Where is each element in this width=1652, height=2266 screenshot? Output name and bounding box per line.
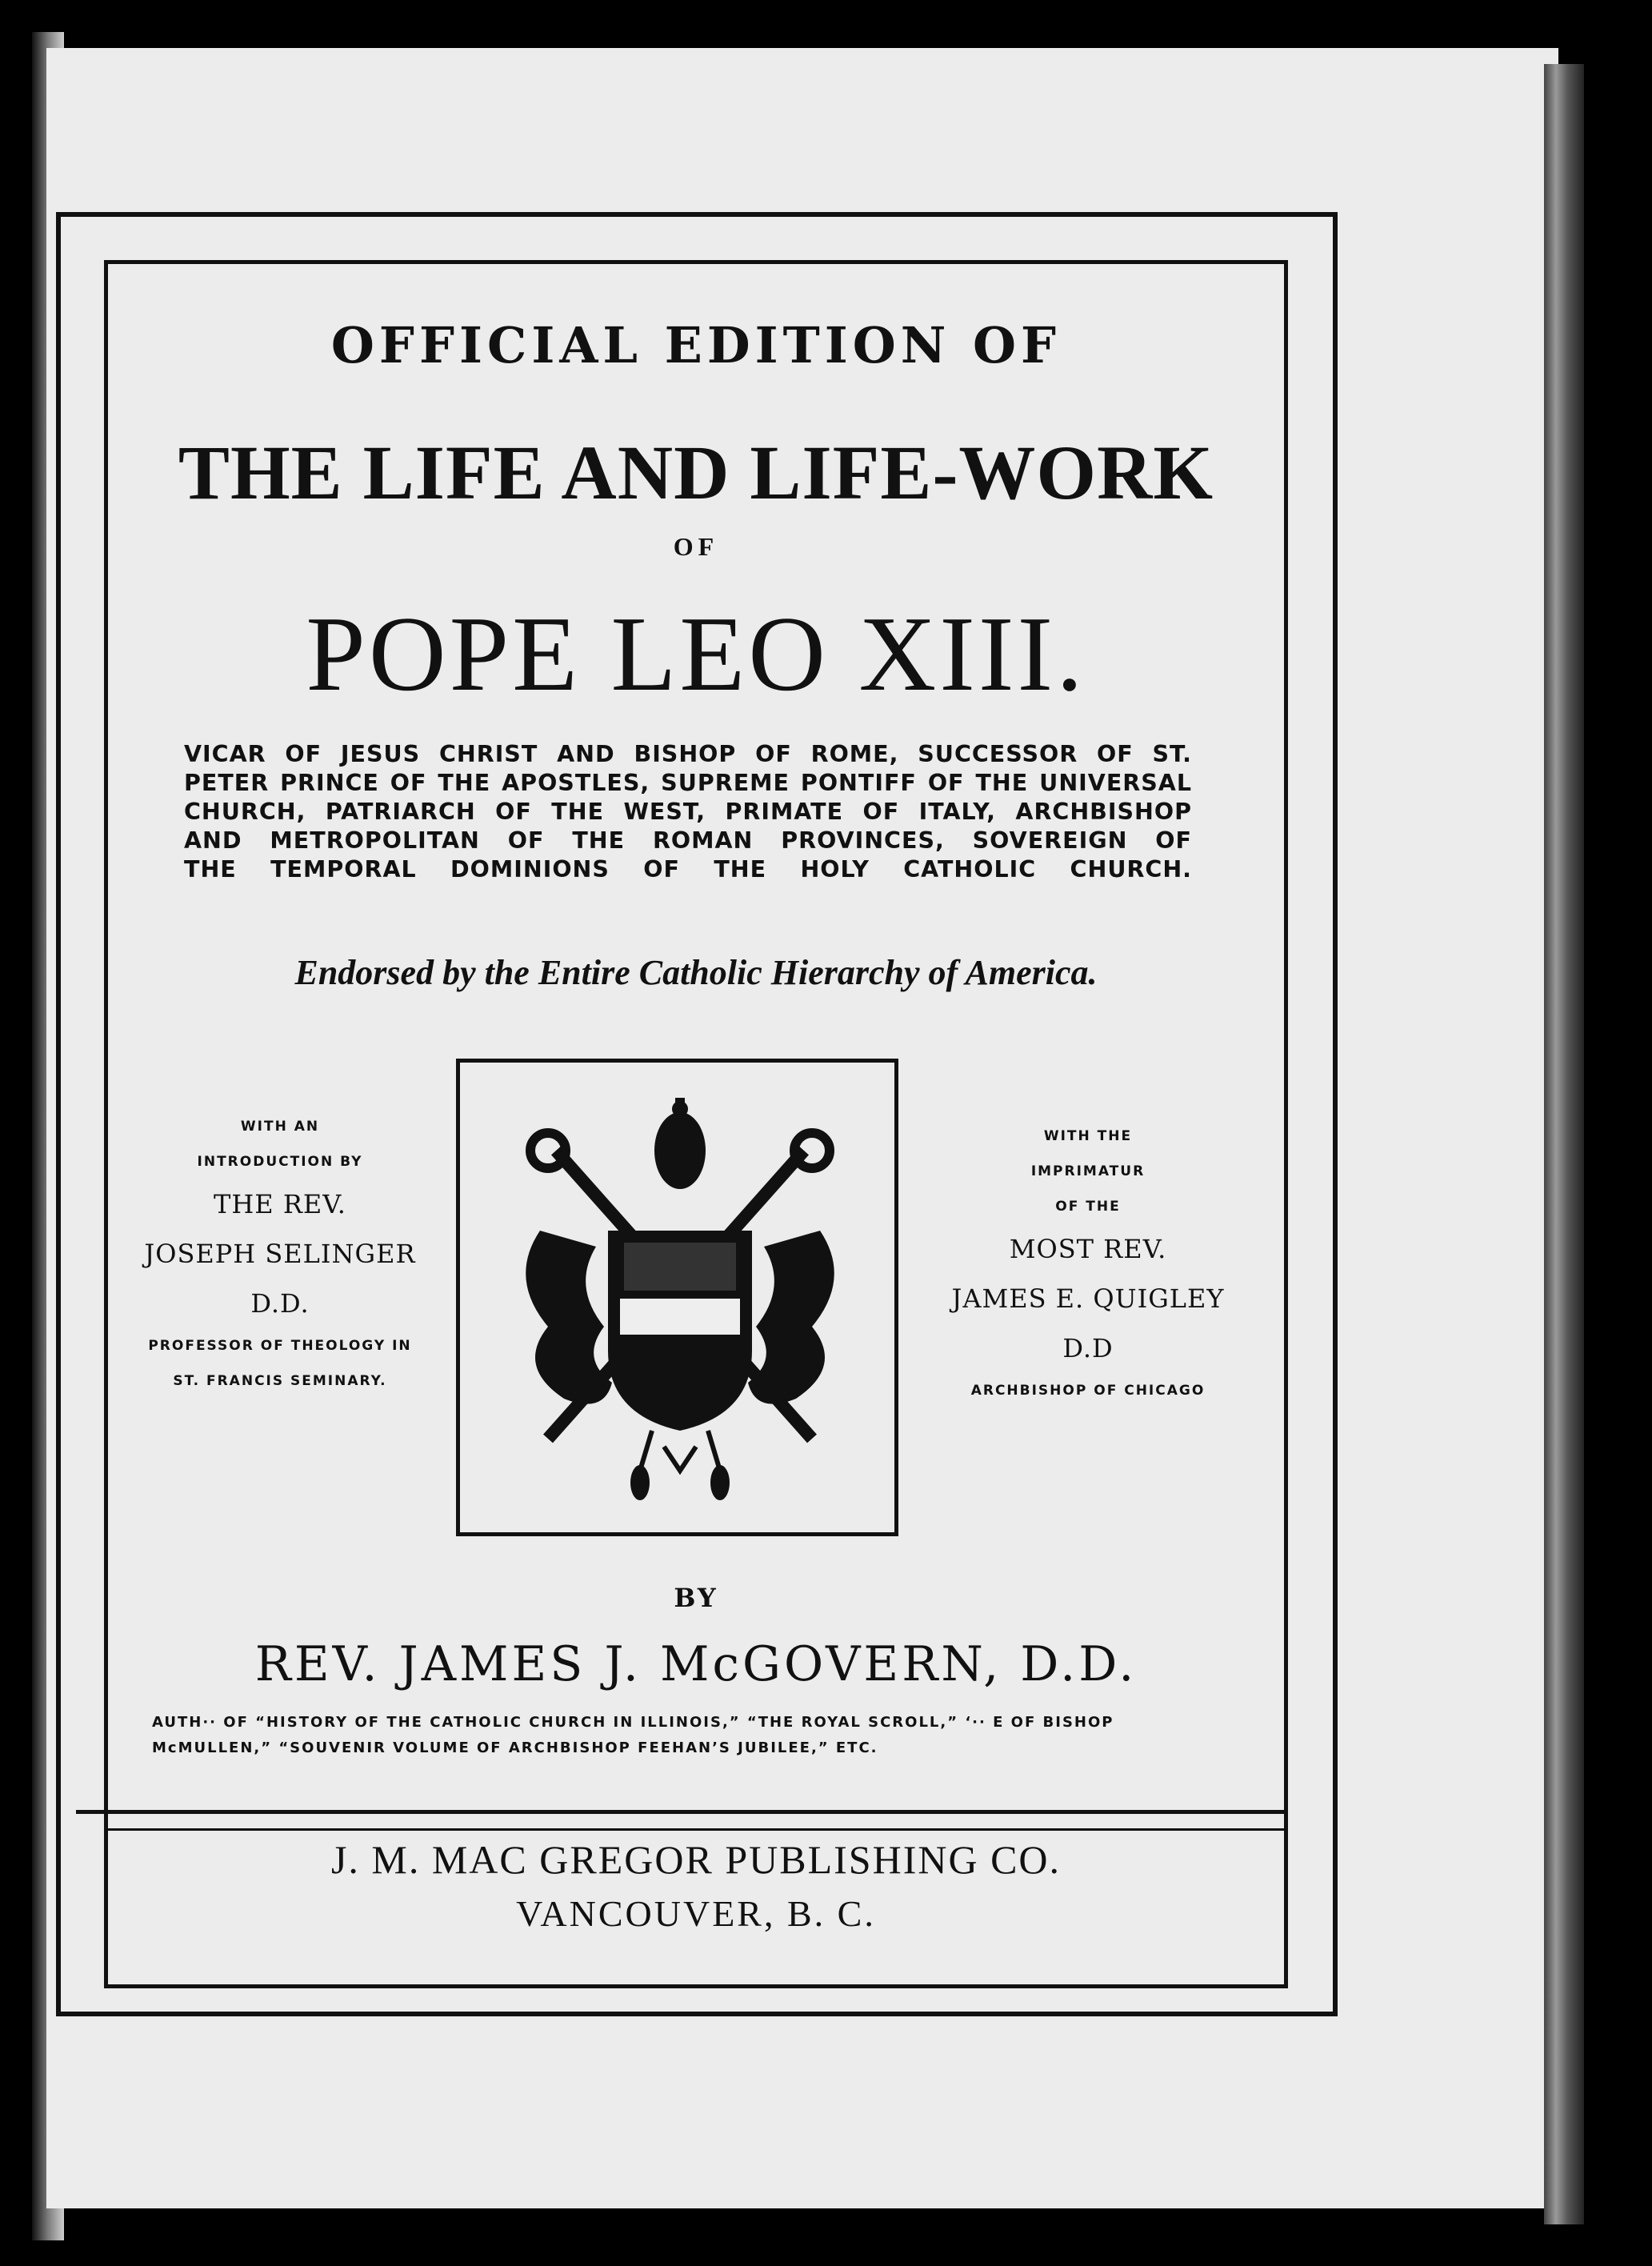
intro-line: PROFESSOR OF THEOLOGY IN <box>148 1338 412 1354</box>
papal-titles <box>184 740 1192 884</box>
papal-titles-line: AND METROPOLITAN OF THE ROMAN PROVINCES, SOVEREIGN OF <box>184 827 1192 854</box>
by-label: BY <box>674 1583 718 1613</box>
papal-titles-line: CHURCH, PATRIARCH OF THE WEST, PRIMATE OF ITALY, ARCHBISHOP <box>184 799 1192 825</box>
imprimatur-line: D.D <box>1062 1333 1114 1363</box>
publisher-name: J. M. MAC GREGOR PUBLISHING CO. <box>330 1837 1062 1882</box>
intro-line: INTRODUCTION BY <box>197 1154 363 1170</box>
papal-coat-of-arms <box>456 1059 898 1536</box>
publisher-divider-inner <box>104 1828 1288 1831</box>
subject-name: POPE LEO XIII. <box>306 595 1086 713</box>
intro-line: THE REV. <box>214 1189 346 1219</box>
imprimatur-line: IMPRIMATUR <box>1030 1163 1146 1179</box>
imprimatur-line: OF THE <box>1055 1199 1121 1215</box>
book-spine-right <box>1544 64 1584 2224</box>
intro-name: JOSEPH SELINGER <box>144 1239 416 1269</box>
introduction-block <box>120 1119 440 1408</box>
author-name: REV. JAMES J. McGOVERN, D.D. <box>254 1636 1138 1692</box>
intro-line: ST. FRANCIS SEMINARY. <box>173 1373 387 1389</box>
works-line: AUTH·· OF “HISTORY OF THE CATHOLIC CHURCH IN ILLINOIS,” “THE ROYAL SCROLL,” ‘·· E OF BISHOP <box>152 1714 1114 1731</box>
title-connector: OF <box>673 532 719 561</box>
coat-of-arms-icon <box>492 1095 868 1503</box>
intro-line: WITH AN <box>240 1119 320 1135</box>
imprimatur-line: MOST REV. <box>1009 1234 1167 1264</box>
endorsement: Endorsed by the Entire Catholic Hierarchy of America. <box>294 953 1098 992</box>
imprimatur-block <box>916 1128 1260 1418</box>
author-works <box>152 1710 1216 1761</box>
imprimatur-line: ARCHBISHOP OF CHICAGO <box>970 1383 1206 1399</box>
papal-titles-line: VICAR OF JESUS CHRIST AND BISHOP OF ROME, SUCCESSOR OF ST. <box>184 741 1192 767</box>
book-title: THE LIFE AND LIFE-WORK <box>178 430 1214 515</box>
edition-line: OFFICIAL EDITION OF <box>330 316 1062 374</box>
papal-titles-line: PETER PRINCE OF THE APOSTLES, SUPREME PONTIFF OF THE UNIVERSAL <box>184 770 1192 796</box>
works-line: McMULLEN,” “SOUVENIR VOLUME OF ARCHBISHOP FEEHAN’S JUBILEE,” ETC. <box>152 1740 878 1756</box>
publisher-divider <box>76 1810 1288 1814</box>
imprimatur-name: JAMES E. QUIGLEY <box>951 1283 1225 1314</box>
intro-line: D.D. <box>250 1288 310 1319</box>
imprimatur-line: WITH THE <box>1043 1128 1133 1144</box>
publisher-city: VANCOUVER, B. C. <box>516 1893 876 1934</box>
papal-titles-line: THE TEMPORAL DOMINIONS OF THE HOLY CATHOLIC CHURCH. <box>184 856 1192 883</box>
